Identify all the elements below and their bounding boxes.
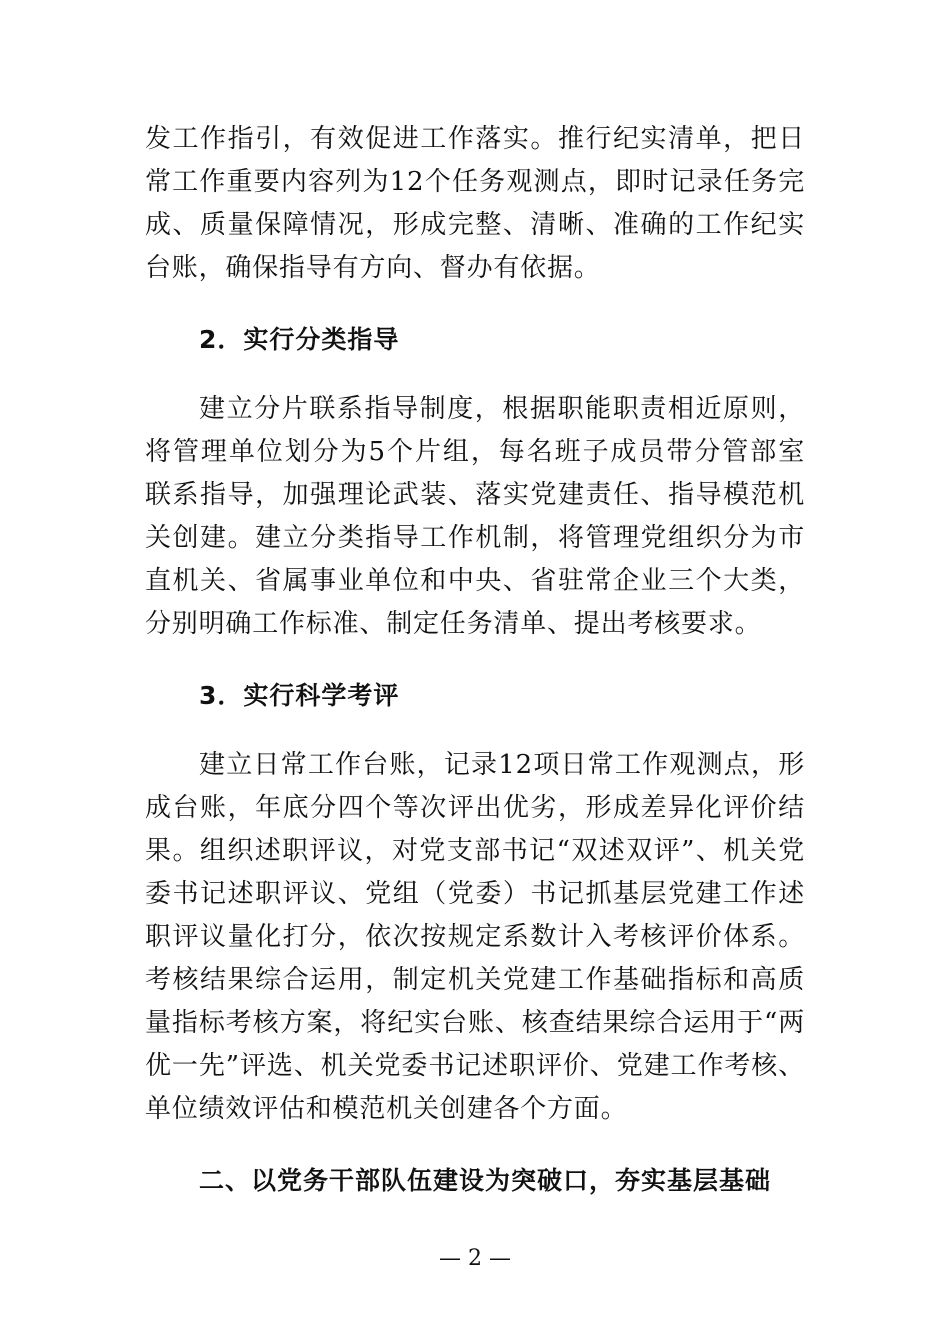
subheading-scientific-evaluation: 3．实行科学考评 <box>199 681 400 710</box>
paragraph-continued: 发工作指引，有效促进工作落实。推行纪实清单，把日常工作重要内容列为12个任务观测点，即时记录任务完成、质量保障情况，形成完整、清晰、准确的工作纪实台账，确保指导有方向、督办有依据。 <box>145 124 805 283</box>
paragraph-scientific-evaluation: 建立日常工作台账，记录12项日常工作观测点，形成台账，年底分四个等次评出优劣，形成差异化评价结果。组织述职评议，对党支部书记“双述双评”、机关党委书记述职评议、党组（党委）书记抓基层党建工作述职评议量化打分，依次按规定系数计入考核评价体系。考核结果综合运用，制定机关党建工作基础指标和高质量指标考核方案，将纪实台账、核查结果综合运用于“两优一先”评选、机关党委书记述职评价、党建工作考核、单位绩效评估和模范机关创建各个方面。 <box>145 750 805 1124</box>
section-heading-two: 二、以党务干部队伍建设为突破口，夯实基层基础 <box>199 1166 772 1195</box>
document-body <box>145 118 805 1202</box>
subheading-classified-guidance: 2．实行分类指导 <box>199 325 400 354</box>
paragraph-classified-guidance: 建立分片联系指导制度，根据职能职责相近原则，将管理单位划分为5个片组，每名班子成员带分管部室联系指导，加强理论武装、落实党建责任、指导模范机关创建。建立分类指导工作机制，将管理党组织分为市直机关、省属事业单位和中央、省驻常企业三个大类，分别明确工作标准、制定任务清单、提出考核要求。 <box>145 394 805 639</box>
page-number: — 2 — <box>439 1246 511 1271</box>
